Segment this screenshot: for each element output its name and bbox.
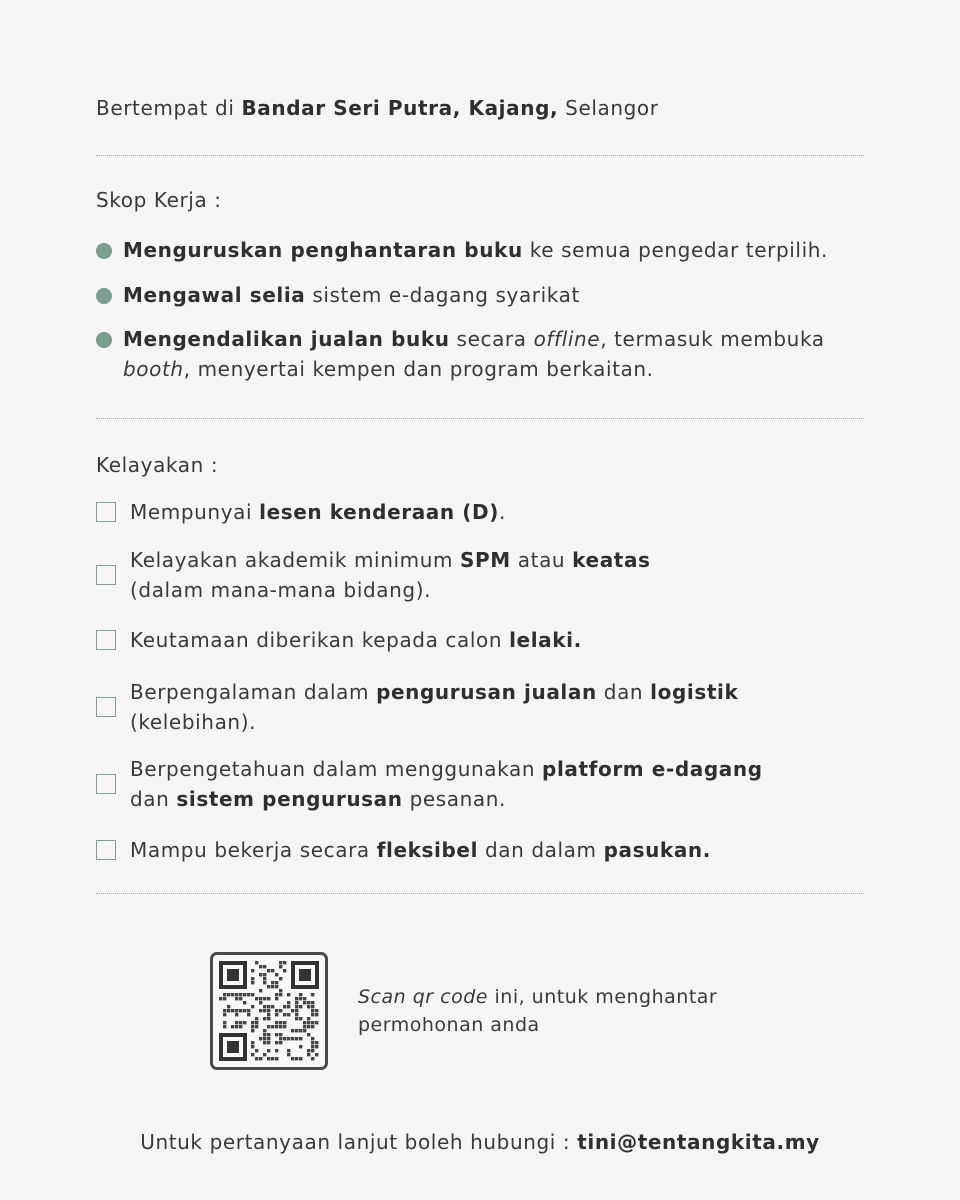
checkbox-icon [96,565,116,585]
qualification-text: Berpengetahuan dalam menggunakan platform e-dagang dan sistem pengurusan pesanan. [130,757,763,811]
bullet-dot-icon [96,243,112,259]
qualification-item [96,497,836,527]
scope-item [96,235,836,265]
qualification-item [96,677,836,737]
scope-item-text: Mengendalikan jualan buku secara offline, termasuk membuka booth, menyertai kempen dan program berkaitan. [123,327,825,381]
bullet-dot-icon [96,332,112,348]
qualification-item [96,545,836,605]
qualification-text: Kelayakan akademik minimum SPM atau keatas (dalam mana-mana bidang). [130,548,651,602]
location-suffix: Selangor [558,96,659,120]
qualifications-title: Kelayakan : [96,453,219,477]
qualification-text: Mampu bekerja secara fleksibel dan dalam pasukan. [130,838,711,862]
scope-item-text: Menguruskan penghantaran buku ke semua pengedar terpilih. [123,238,828,262]
scope-title: Skop Kerja : [96,188,222,212]
section-divider [96,155,864,156]
checkbox-icon [96,630,116,650]
scope-item-text: Mengawal selia sistem e-dagang syarikat [123,283,580,307]
qualification-item [96,625,836,655]
location-place: Bandar Seri Putra, Kajang, [241,96,559,120]
bullet-dot-icon [96,288,112,304]
contact-email[interactable]: tini@tentangkita.my [577,1130,820,1154]
checkbox-icon [96,774,116,794]
scope-item [96,280,836,310]
qualification-item [96,835,836,865]
section-divider [96,418,864,419]
checkbox-icon [96,697,116,717]
section-divider [96,893,864,894]
qualification-text: Keutamaan diberikan kepada calon lelaki. [130,628,582,652]
contact-footer: Untuk pertanyaan lanjut boleh hubungi : tini@tentangkita.my [140,1130,820,1154]
qr-code-image [219,961,319,1061]
qualification-item [96,754,836,814]
location-prefix: Bertempat di [96,96,242,120]
qr-instruction: Scan qr code ini, untuk menghantar permohonan anda [358,986,718,1036]
qualification-text: Mempunyai lesen kenderaan (D). [130,500,506,524]
checkbox-icon [96,840,116,860]
location-line [96,93,659,123]
scope-item [96,324,836,384]
qualification-text: Berpengalaman dalam pengurusan jualan dan logistik (kelebihan). [130,680,739,734]
checkbox-icon [96,502,116,522]
qr-code-icon[interactable] [210,952,328,1070]
